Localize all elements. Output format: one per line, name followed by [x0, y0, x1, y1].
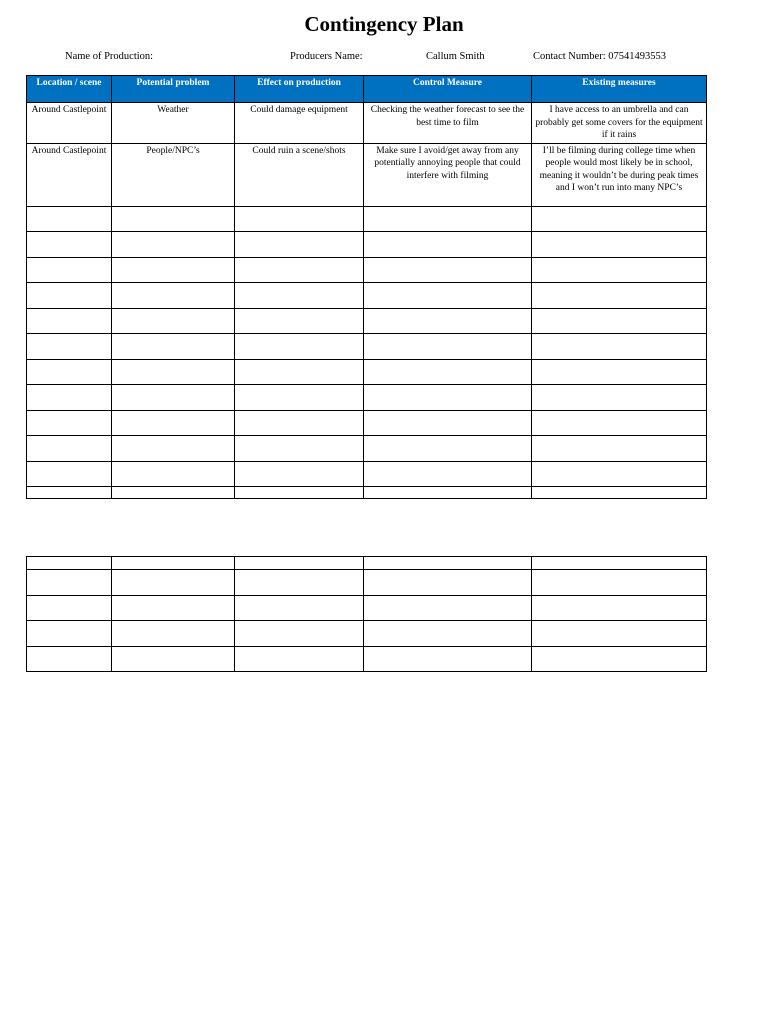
table-row: [27, 461, 707, 487]
table-cell: [532, 595, 707, 621]
table-cell: [532, 334, 707, 360]
table-row: [27, 646, 707, 672]
table-cell: [112, 410, 235, 436]
table-cell: [532, 206, 707, 232]
table-cell: [27, 232, 112, 258]
table-cell: [112, 436, 235, 462]
table-cell: [27, 359, 112, 385]
table-row: [27, 595, 707, 621]
secondary-table: [26, 556, 707, 672]
table-cell: [364, 385, 532, 411]
table-cell: [532, 232, 707, 258]
table-cell: [235, 308, 364, 334]
table-cell: [235, 334, 364, 360]
table-cell: [112, 595, 235, 621]
table-row: [27, 103, 707, 144]
table-cell: [27, 646, 112, 672]
header-effect: Effect on production: [235, 76, 364, 103]
table-cell: [112, 359, 235, 385]
table-row: [27, 143, 707, 206]
table-cell: [27, 385, 112, 411]
table-cell: [112, 461, 235, 487]
table-cell: I have access to an umbrella and can probably get some covers for the equipment if it rains: [532, 103, 707, 144]
table-cell: [112, 487, 235, 499]
table-cell: [235, 410, 364, 436]
table-cell: [235, 359, 364, 385]
production-name-label: Name of Production:: [65, 51, 154, 62]
table-cell: [112, 308, 235, 334]
table-cell: [112, 283, 235, 309]
table-cell: [364, 461, 532, 487]
table-cell: [364, 283, 532, 309]
table-cell: [27, 257, 112, 283]
contact-number-label: Contact Number:: [533, 51, 606, 62]
contact-number: [533, 51, 666, 62]
table-cell: [112, 385, 235, 411]
table-cell: [364, 359, 532, 385]
table-cell: [27, 461, 112, 487]
table-cell: [27, 595, 112, 621]
table-cell: [532, 646, 707, 672]
table-row: [27, 308, 707, 334]
table-cell: [27, 206, 112, 232]
table-cell: [364, 436, 532, 462]
table-cell: [235, 487, 364, 499]
table-cell: [532, 570, 707, 596]
table-header-row: [27, 76, 707, 103]
table-row: [27, 385, 707, 411]
table-cell: [112, 334, 235, 360]
table-cell: [235, 461, 364, 487]
table-cell: [112, 257, 235, 283]
table-cell: [27, 410, 112, 436]
table-cell: [364, 257, 532, 283]
table-cell: [235, 621, 364, 647]
table-row: [27, 359, 707, 385]
table-row: [27, 487, 707, 499]
table-cell: I’ll be filming during college time when people would most likely be in school, meaning it wouldn’t be during peak times and I won’t run into many NPC’s: [532, 143, 707, 206]
table-row: [27, 557, 707, 570]
contact-number-value: 07541493553: [608, 51, 666, 62]
table-cell: [27, 570, 112, 596]
table-cell: [532, 359, 707, 385]
table-cell: [532, 621, 707, 647]
table-row: [27, 232, 707, 258]
producer-name-value: Callum Smith: [426, 51, 485, 62]
table-cell: [27, 283, 112, 309]
table-cell: [532, 257, 707, 283]
table-cell: [27, 436, 112, 462]
table-cell: [364, 308, 532, 334]
table-cell: People/NPC’s: [112, 143, 235, 206]
table-cell: [532, 487, 707, 499]
table-cell: Weather: [112, 103, 235, 144]
header-potential-problem: Potential problem: [112, 76, 235, 103]
table-cell: [364, 557, 532, 570]
table-cell: [235, 436, 364, 462]
table-cell: [112, 570, 235, 596]
page-title: Contingency Plan: [304, 12, 464, 36]
table-cell: [235, 385, 364, 411]
table-cell: [364, 595, 532, 621]
table-cell: [235, 206, 364, 232]
table-cell: [112, 557, 235, 570]
table-row: [27, 206, 707, 232]
table-cell: [235, 646, 364, 672]
table-cell: [532, 308, 707, 334]
table-cell: [364, 570, 532, 596]
table-row: [27, 570, 707, 596]
table-cell: [235, 257, 364, 283]
table-cell: [235, 570, 364, 596]
table-cell: [235, 595, 364, 621]
table-cell: [112, 206, 235, 232]
table-cell: [364, 621, 532, 647]
table-cell: [364, 410, 532, 436]
table-cell: [27, 557, 112, 570]
table-cell: [112, 646, 235, 672]
table-cell: [364, 334, 532, 360]
table-cell: [364, 487, 532, 499]
table-cell: Around Castlepoint: [27, 143, 112, 206]
table-cell: [27, 334, 112, 360]
table-cell: [112, 232, 235, 258]
table-cell: [364, 646, 532, 672]
table-cell: [235, 232, 364, 258]
table-cell: [364, 206, 532, 232]
table-cell: [532, 557, 707, 570]
table-row: [27, 621, 707, 647]
table-cell: Make sure I avoid/get away from any potentially annoying people that could interfere with filming: [364, 143, 532, 206]
header-location: Location / scene: [27, 76, 112, 103]
table-cell: [235, 557, 364, 570]
table-cell: [532, 436, 707, 462]
table-cell: [27, 487, 112, 499]
table-cell: Could damage equipment: [235, 103, 364, 144]
table-row: [27, 410, 707, 436]
table-cell: Around Castlepoint: [27, 103, 112, 144]
table-cell: Could ruin a scene/shots: [235, 143, 364, 206]
header-existing-measures: Existing measures: [532, 76, 707, 103]
header-control-measure: Control Measure: [364, 76, 532, 103]
table-cell: [364, 232, 532, 258]
table-cell: [532, 461, 707, 487]
table-cell: [112, 621, 235, 647]
table-cell: Checking the weather forecast to see the best time to film: [364, 103, 532, 144]
table-cell: [235, 283, 364, 309]
producer-name-label: Producers Name:: [290, 51, 363, 62]
table-row: [27, 334, 707, 360]
table-row: [27, 436, 707, 462]
table-cell: [532, 385, 707, 411]
table-cell: [27, 308, 112, 334]
table-row: [27, 257, 707, 283]
contingency-table: [26, 75, 707, 499]
table-cell: [532, 410, 707, 436]
table-cell: [532, 283, 707, 309]
table-cell: [27, 621, 112, 647]
table-row: [27, 283, 707, 309]
